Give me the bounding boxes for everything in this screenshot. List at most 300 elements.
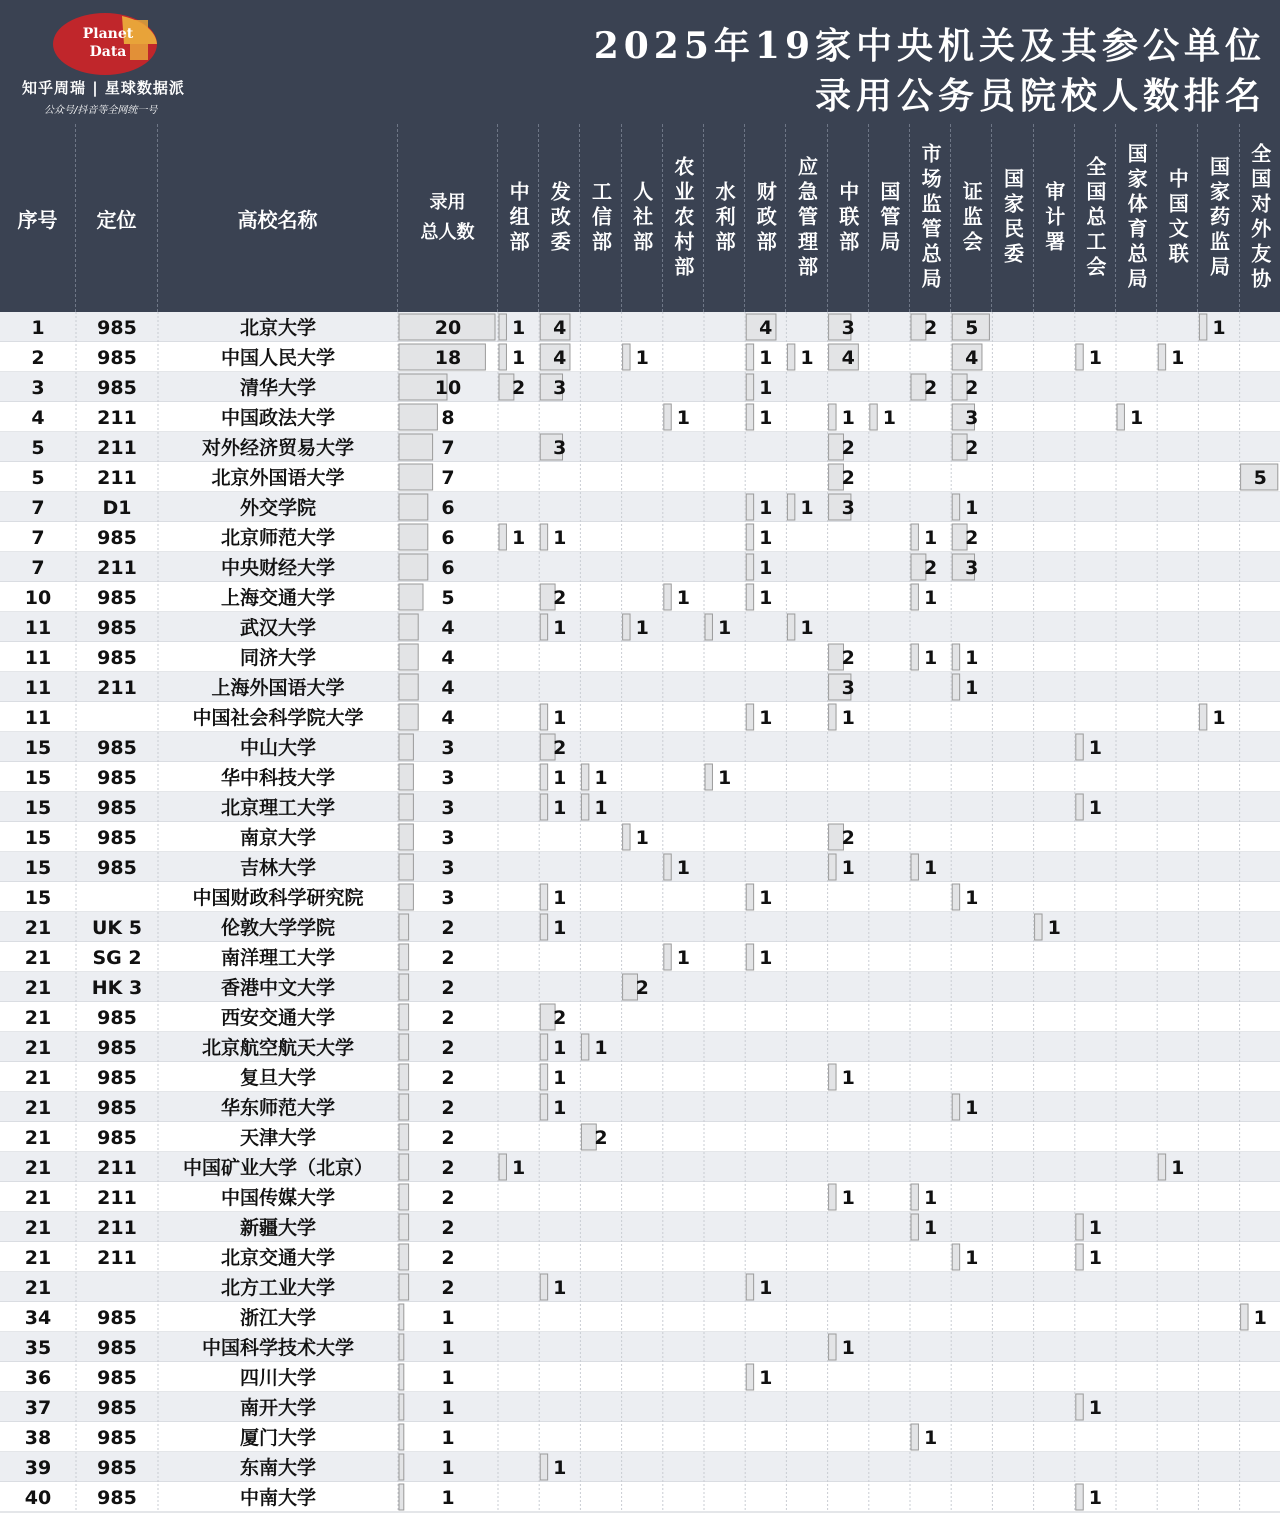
total-bar <box>399 1274 409 1300</box>
school-name: 南开大学 <box>239 1397 317 1419</box>
dept-count-label: 1 <box>553 617 567 639</box>
rank-label: 40 <box>24 1487 52 1509</box>
dept-count-label: 2 <box>923 557 938 579</box>
dept-bar <box>911 584 918 610</box>
total-label: 4 <box>441 707 455 729</box>
header-dept-9: 国管局 <box>869 124 910 312</box>
dept-bar <box>746 554 753 580</box>
dept-count-label: 1 <box>965 1247 979 1269</box>
dept-count-label: 2 <box>553 1007 567 1029</box>
total-label: 2 <box>441 947 455 969</box>
total-bar <box>399 1004 409 1030</box>
header-rank: 序号 <box>0 124 76 312</box>
total-bar <box>399 794 413 820</box>
header-dept-0: 中组部 <box>498 124 539 312</box>
dept-bar <box>540 914 547 940</box>
dept-bar <box>746 344 753 370</box>
dept-count-label: 1 <box>965 647 979 669</box>
rank-label: 11 <box>24 677 52 699</box>
tier-label: 211 <box>97 1157 137 1179</box>
dept-bar <box>540 1034 547 1060</box>
dept-count-label: 3 <box>841 677 855 699</box>
school-name: 外交学院 <box>239 497 317 519</box>
dept-bar <box>746 704 753 730</box>
school-name: 复旦大学 <box>239 1067 317 1089</box>
dept-bar <box>1076 794 1083 820</box>
dept-count-label: 1 <box>1253 1307 1267 1329</box>
rank-label: 15 <box>24 767 52 789</box>
tier-label: HK 3 <box>91 977 143 999</box>
dept-count-label: 2 <box>553 587 567 609</box>
total-bar <box>399 1124 409 1150</box>
tier-label: 985 <box>97 737 137 759</box>
dept-count-label: 1 <box>759 497 773 519</box>
tier-label: 985 <box>97 1007 137 1029</box>
total-bar <box>399 824 413 850</box>
rank-label: 3 <box>31 377 45 399</box>
dept-count-label: 1 <box>676 947 691 969</box>
logo-text-top: Planet <box>82 26 134 42</box>
dept-bar <box>911 854 918 880</box>
tier-label: 211 <box>97 407 137 429</box>
rank-label: 21 <box>24 1247 52 1269</box>
table-row-bg <box>0 582 1280 612</box>
dept-count-label: 1 <box>800 497 814 519</box>
table-row-bg <box>0 1032 1280 1062</box>
school-name: 北方工业大学 <box>220 1277 336 1299</box>
header-dept-10: 市场监管总局 <box>910 124 951 312</box>
rank-label: 15 <box>24 887 52 909</box>
dept-count-label: 2 <box>965 437 979 459</box>
tier-label: 985 <box>97 587 137 609</box>
dept-bar <box>1076 1394 1083 1420</box>
dept-bar <box>911 524 918 550</box>
planet-data-logo <box>52 12 158 76</box>
dept-bar <box>581 1034 588 1060</box>
brand-name: 知乎周瑞 | 星球数据派 <box>22 79 185 97</box>
dept-bar <box>1035 914 1042 940</box>
rank-label: 11 <box>24 707 52 729</box>
total-bar <box>399 734 413 760</box>
dept-bar <box>911 1424 918 1450</box>
dept-bar <box>829 854 836 880</box>
dept-count-label: 4 <box>759 317 773 339</box>
dept-bar <box>1076 344 1083 370</box>
dept-bar <box>623 614 630 640</box>
total-bar <box>399 434 433 460</box>
total-label: 2 <box>441 1007 455 1029</box>
tier-label: 985 <box>97 1067 137 1089</box>
dept-bar <box>540 524 547 550</box>
dept-count-label: 1 <box>1212 317 1226 339</box>
brand-subtitle: 公众号/抖音等全网统一号 <box>44 105 158 116</box>
dept-count-label: 1 <box>759 1277 773 1299</box>
school-name: 南京大学 <box>239 827 317 849</box>
chart-title-line-1: 2025年19家中央机关及其参公单位 <box>593 25 1266 67</box>
dept-count-label: 2 <box>923 377 938 399</box>
tier-label: 985 <box>97 1457 137 1479</box>
table-row-bg <box>0 1062 1280 1092</box>
school-name: 中南大学 <box>239 1487 317 1509</box>
table-row-bg <box>0 672 1280 702</box>
dept-bar <box>664 854 671 880</box>
total-label: 3 <box>441 767 455 789</box>
tier-label: 985 <box>97 647 137 669</box>
dept-count-label: 4 <box>553 317 567 339</box>
dept-bar <box>540 1064 547 1090</box>
dept-bar <box>952 884 959 910</box>
header-dept-1: 发改委 <box>539 124 580 312</box>
dept-count-label: 1 <box>1171 347 1185 369</box>
rank-label: 10 <box>24 587 52 609</box>
dept-bar <box>870 404 877 430</box>
table-row-bg <box>0 1452 1280 1482</box>
school-name: 新疆大学 <box>239 1217 317 1239</box>
dept-count-label: 1 <box>1088 1247 1103 1269</box>
table-row-bg <box>0 1422 1280 1452</box>
dept-bar <box>499 314 506 340</box>
dept-count-label: 2 <box>841 827 855 849</box>
tier-label: 985 <box>97 617 137 639</box>
dept-count-label: 1 <box>965 677 979 699</box>
dept-count-label: 1 <box>717 767 732 789</box>
rank-label: 21 <box>24 1097 52 1119</box>
dept-bar <box>746 944 753 970</box>
dept-bar <box>499 1154 506 1180</box>
school-name: 中国人民大学 <box>220 347 336 369</box>
dept-bar <box>911 1184 918 1210</box>
tier-label: 985 <box>97 857 137 879</box>
dept-count-label: 1 <box>800 617 814 639</box>
rank-label: 39 <box>24 1457 52 1479</box>
dept-bar <box>1076 1214 1083 1240</box>
header-dept-18: 全国对外友协 <box>1240 124 1280 312</box>
school-name: 上海外国语大学 <box>211 677 345 699</box>
total-bar <box>399 884 413 910</box>
school-name: 北京交通大学 <box>220 1247 336 1269</box>
header-dept-15: 国家体育总局 <box>1116 124 1157 312</box>
dept-count-label: 3 <box>841 497 855 519</box>
total-bar <box>399 1154 409 1180</box>
rank-label: 34 <box>24 1307 52 1329</box>
rank-label: 21 <box>24 1127 52 1149</box>
rank-label: 4 <box>31 407 45 429</box>
dept-count-label: 2 <box>511 377 526 399</box>
dept-count-label: 1 <box>965 887 979 909</box>
total-label: 3 <box>441 827 455 849</box>
table-row-bg <box>0 1182 1280 1212</box>
header-name: 高校名称 <box>158 124 398 312</box>
total-bar <box>399 914 409 940</box>
dept-count-label: 1 <box>1088 1217 1103 1239</box>
rank-label: 15 <box>24 737 52 759</box>
dept-count-label: 1 <box>717 617 732 639</box>
header-dept-16: 中国文联 <box>1157 124 1198 312</box>
dept-count-label: 1 <box>635 617 649 639</box>
total-bar <box>399 1034 409 1060</box>
rank-label: 7 <box>31 527 45 549</box>
dept-count-label: 1 <box>511 317 526 339</box>
table-row-bg <box>0 402 1280 432</box>
tier-label: 211 <box>97 437 137 459</box>
dept-bar <box>952 1244 959 1270</box>
header-dept-4: 农业农村部 <box>663 124 704 312</box>
tier-label: SG 2 <box>92 947 142 969</box>
tier-label: UK 5 <box>92 917 142 939</box>
rank-label: 35 <box>24 1337 52 1359</box>
school-name: 东南大学 <box>239 1457 317 1479</box>
school-name: 北京外国语大学 <box>211 467 345 489</box>
rank-label: 21 <box>24 1277 52 1299</box>
dept-bar <box>1199 704 1206 730</box>
total-label: 3 <box>441 887 455 909</box>
total-bar <box>399 674 418 700</box>
header-dept-17: 国家药监局 <box>1198 124 1239 312</box>
table-row-bg <box>0 462 1280 492</box>
dept-count-label: 1 <box>553 1457 567 1479</box>
dept-count-label: 1 <box>923 857 938 879</box>
school-name: 北京航空航天大学 <box>201 1037 355 1059</box>
total-label: 1 <box>441 1457 455 1479</box>
dept-bar <box>540 614 547 640</box>
dept-bar <box>746 494 753 520</box>
dept-count-label: 1 <box>882 407 897 429</box>
total-bar <box>399 1184 409 1210</box>
dept-count-label: 2 <box>841 437 855 459</box>
dept-count-label: 2 <box>841 467 855 489</box>
dept-count-label: 3 <box>965 407 979 429</box>
dept-bar <box>1158 1154 1165 1180</box>
school-name: 武汉大学 <box>239 617 317 639</box>
school-name: 中国政法大学 <box>220 407 336 429</box>
rank-label: 21 <box>24 1007 52 1029</box>
dept-count-label: 5 <box>1253 467 1267 489</box>
tier-label: 985 <box>97 1487 137 1509</box>
dept-count-label: 3 <box>965 557 979 579</box>
dept-bar <box>1158 344 1165 370</box>
dept-count-label: 2 <box>635 977 649 999</box>
dept-bar <box>829 704 836 730</box>
dept-count-label: 1 <box>1088 797 1103 819</box>
dept-bar <box>540 1094 547 1120</box>
dept-bar <box>911 1214 918 1240</box>
rank-label: 5 <box>31 467 45 489</box>
table-row-bg <box>0 762 1280 792</box>
school-name: 浙江大学 <box>239 1307 317 1329</box>
school-name: 中国传媒大学 <box>220 1187 336 1209</box>
total-bar <box>399 704 418 730</box>
tier-label: 985 <box>97 1127 137 1149</box>
school-name: 中国社会科学院大学 <box>192 707 364 729</box>
total-label: 3 <box>441 737 455 759</box>
dept-count-label: 1 <box>594 1037 608 1059</box>
dept-count-label: 1 <box>553 1067 567 1089</box>
school-name: 中国财政科学研究院 <box>192 887 364 909</box>
dept-bar <box>705 614 712 640</box>
dept-count-label: 2 <box>965 527 979 549</box>
table-row-bg <box>0 1002 1280 1032</box>
total-label: 5 <box>441 587 455 609</box>
header-dept-2: 工信部 <box>580 124 621 312</box>
dept-count-label: 1 <box>635 827 649 849</box>
dept-bar <box>787 494 794 520</box>
dept-count-label: 1 <box>759 947 773 969</box>
dept-count-label: 1 <box>841 1187 855 1209</box>
total-label: 2 <box>441 977 455 999</box>
dept-count-label: 2 <box>594 1127 608 1149</box>
total-label: 4 <box>441 677 455 699</box>
dept-count-label: 1 <box>923 1217 938 1239</box>
total-bar <box>399 1334 404 1360</box>
school-name: 西安交通大学 <box>220 1007 336 1029</box>
dept-count-label: 1 <box>1212 707 1226 729</box>
dept-bar <box>1117 404 1124 430</box>
total-bar <box>399 524 428 550</box>
dept-bar <box>746 374 753 400</box>
school-name: 四川大学 <box>239 1367 317 1389</box>
logo-text-bottom: Data <box>89 44 127 60</box>
dept-count-label: 1 <box>923 587 938 609</box>
dept-bar <box>787 344 794 370</box>
dept-count-label: 1 <box>923 527 938 549</box>
dept-count-label: 1 <box>553 797 567 819</box>
dept-bar <box>1076 1484 1083 1510</box>
dept-bar <box>540 794 547 820</box>
table-row-bg <box>0 1092 1280 1122</box>
table-row-bg <box>0 1332 1280 1362</box>
total-label: 2 <box>441 1127 455 1149</box>
total-label: 7 <box>441 437 455 459</box>
header-dept-13: 审计署 <box>1034 124 1075 312</box>
total-label: 4 <box>441 647 455 669</box>
dept-count-label: 1 <box>511 527 526 549</box>
dept-count-label: 1 <box>759 347 773 369</box>
dept-bar <box>499 344 506 370</box>
tier-label: 211 <box>97 467 137 489</box>
dept-bar <box>581 794 588 820</box>
dept-count-label: 1 <box>511 347 526 369</box>
dept-count-label: 1 <box>759 707 773 729</box>
rank-label: 7 <box>31 557 45 579</box>
dept-bar <box>952 674 959 700</box>
header-dept-12: 国家民委 <box>992 124 1033 312</box>
school-name: 吉林大学 <box>239 857 317 879</box>
table-body <box>0 312 1280 1518</box>
dept-count-label: 1 <box>676 857 691 879</box>
header-dept-7: 应急管理部 <box>786 124 827 312</box>
tier-label: 985 <box>97 1427 137 1449</box>
dept-count-label: 1 <box>965 1097 979 1119</box>
title-banner <box>0 0 1280 124</box>
header-dept-8: 中联部 <box>828 124 869 312</box>
table-row-bg <box>0 642 1280 672</box>
total-label: 2 <box>441 1037 455 1059</box>
tier-label: 985 <box>97 827 137 849</box>
dept-count-label: 4 <box>841 347 855 369</box>
dept-count-label: 1 <box>759 557 773 579</box>
dept-bar <box>540 1274 547 1300</box>
dept-count-label: 1 <box>553 887 567 909</box>
tier-label: 211 <box>97 1247 137 1269</box>
dept-bar <box>540 704 547 730</box>
dept-bar <box>746 884 753 910</box>
school-name: 中央财经大学 <box>220 557 336 579</box>
dept-bar <box>1076 734 1083 760</box>
school-name: 同济大学 <box>239 647 317 669</box>
dept-count-label: 1 <box>1129 407 1144 429</box>
school-name: 北京理工大学 <box>220 797 336 819</box>
dept-bar <box>664 404 671 430</box>
school-name: 北京大学 <box>239 317 317 339</box>
tier-label: 985 <box>97 347 137 369</box>
total-label: 3 <box>441 797 455 819</box>
rank-label: 21 <box>24 1217 52 1239</box>
chart-title-line-2: 录用公务员院校人数排名 <box>814 75 1266 117</box>
tier-label: 211 <box>97 677 137 699</box>
dept-count-label: 2 <box>841 647 855 669</box>
dept-count-label: 1 <box>635 347 649 369</box>
dept-bar <box>829 404 836 430</box>
total-label: 6 <box>441 527 455 549</box>
rank-label: 38 <box>24 1427 52 1449</box>
dept-bar <box>787 614 794 640</box>
total-bar <box>399 974 409 1000</box>
total-label: 1 <box>441 1427 455 1449</box>
total-label: 1 <box>441 1487 455 1509</box>
dept-count-label: 1 <box>923 1187 938 1209</box>
dept-count-label: 1 <box>759 377 773 399</box>
rank-label: 21 <box>24 1037 52 1059</box>
rank-label: 21 <box>24 1187 52 1209</box>
dept-bar <box>829 1334 836 1360</box>
dept-bar <box>664 944 671 970</box>
tier-label: 985 <box>97 1097 137 1119</box>
table-row-bg <box>0 852 1280 882</box>
rank-label: 21 <box>24 1067 52 1089</box>
school-name: 天津大学 <box>239 1127 317 1149</box>
table-row-bg <box>0 1302 1280 1332</box>
dept-count-label: 1 <box>553 917 567 939</box>
dept-count-label: 1 <box>1088 347 1103 369</box>
tier-label: 985 <box>97 797 137 819</box>
total-label: 2 <box>441 1277 455 1299</box>
dept-bar <box>746 1364 753 1390</box>
total-label: 2 <box>441 917 455 939</box>
dept-count-label: 1 <box>800 347 814 369</box>
school-name: 华东师范大学 <box>220 1097 336 1119</box>
rank-label: 37 <box>24 1397 52 1419</box>
total-label: 4 <box>441 617 455 639</box>
dept-bar <box>623 824 630 850</box>
rank-label: 7 <box>31 497 45 519</box>
dept-bar <box>540 1454 547 1480</box>
dept-bar <box>829 1064 836 1090</box>
total-label: 18 <box>434 347 462 369</box>
dept-bar <box>540 884 547 910</box>
rank-label: 15 <box>24 827 52 849</box>
rank-label: 36 <box>24 1367 52 1389</box>
dept-count-label: 2 <box>923 317 938 339</box>
total-bar <box>399 464 433 490</box>
total-label: 6 <box>441 497 455 519</box>
dept-bar <box>746 524 753 550</box>
total-bar <box>399 644 418 670</box>
rank-label: 11 <box>24 617 52 639</box>
dept-count-label: 1 <box>676 407 691 429</box>
total-bar <box>399 554 428 580</box>
table-row-bg <box>0 492 1280 522</box>
dept-bar <box>623 344 630 370</box>
